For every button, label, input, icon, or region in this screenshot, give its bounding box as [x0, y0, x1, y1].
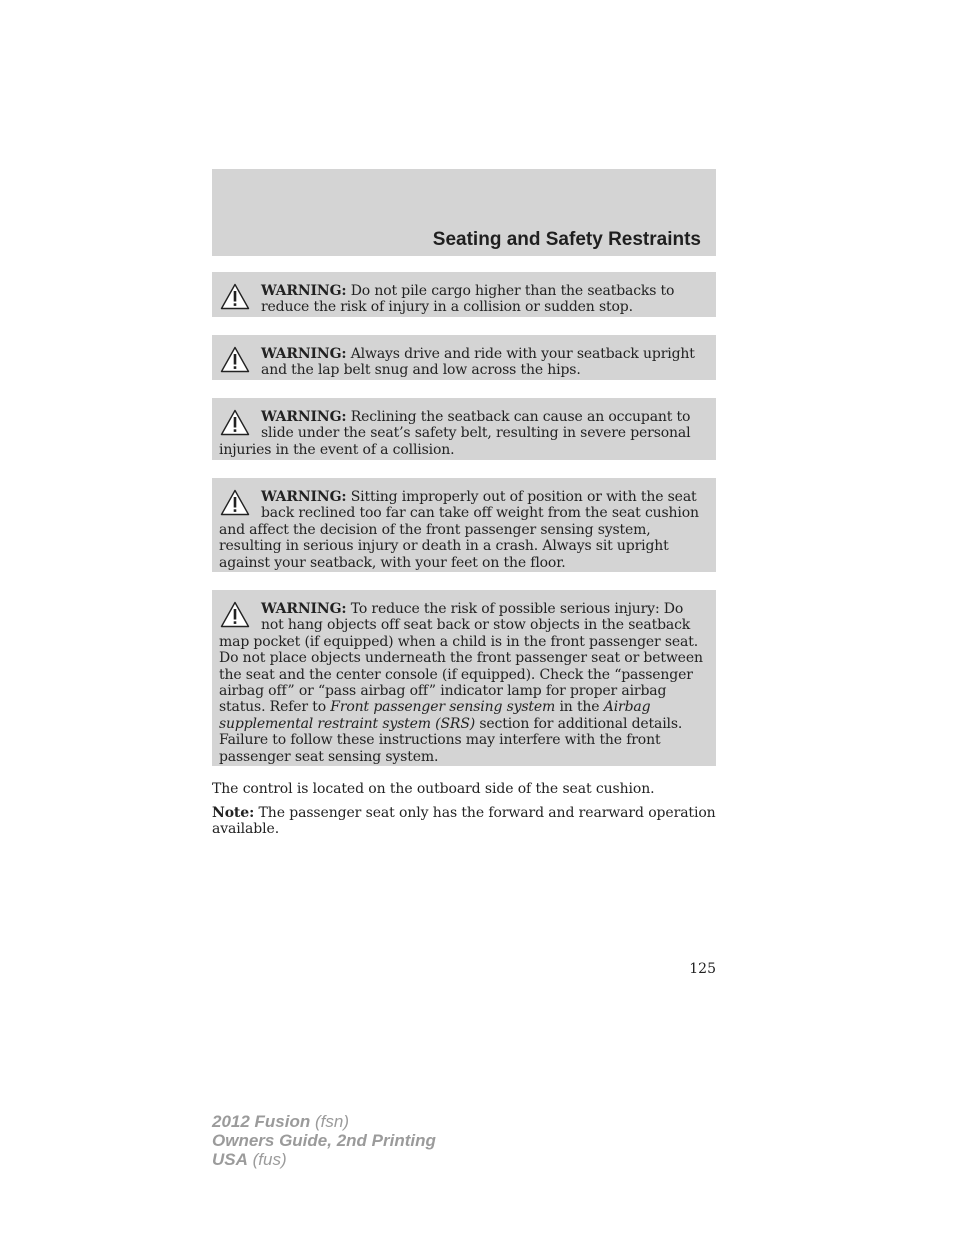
- warning-triangle-icon: [220, 489, 250, 516]
- warning-label: WARNING:: [261, 283, 347, 299]
- body-paragraph: The control is located on the outboard side of the seat cushion.: [212, 781, 655, 797]
- warning-box-5: [212, 590, 716, 766]
- reference-airbag-srs: Airbag supplemental restraint system (SRS): [219, 699, 651, 732]
- footer-line-2: Owners Guide, 2nd Printing: [212, 1131, 436, 1150]
- warning-text-end: section for additional details. Failure to follow these instructions may interfere with the front passenger seat sensing system.: [219, 715, 683, 765]
- note-label: Note:: [212, 805, 255, 821]
- warning-triangle-icon: [220, 601, 250, 628]
- warning-label: WARNING:: [261, 489, 347, 505]
- warning-label: WARNING:: [261, 409, 347, 425]
- section-title: Seating and Safety Restraints: [432, 229, 701, 250]
- note-paragraph: [212, 805, 716, 838]
- warning-triangle-icon: [220, 346, 250, 373]
- warning-box-4: [212, 478, 716, 572]
- footer-market-code: (fus): [252, 1150, 287, 1169]
- warning-text: Always drive and ride with your seatback upright and the lap belt snug and low across the hips.: [261, 346, 695, 379]
- footer-imprint: [212, 1112, 436, 1169]
- section-header: [212, 169, 716, 256]
- warning-label: WARNING:: [261, 346, 347, 362]
- warning-triangle-icon: [220, 409, 250, 436]
- footer-market: USA: [212, 1150, 248, 1169]
- warning-box-2: [212, 335, 716, 380]
- warning-label: WARNING:: [261, 601, 347, 617]
- footer-model-code: (fsn): [315, 1112, 349, 1131]
- warning-text: Reclining the seatback can cause an occupant to slide under the seat’s safety belt, resulting in severe personal injuries in the event of a collision.: [219, 409, 691, 458]
- note-text: The passenger seat only has the forward and rearward operation available.: [212, 805, 716, 838]
- footer-line-3: [212, 1150, 436, 1169]
- page-number: 125: [689, 961, 716, 977]
- warning-triangle-icon: [220, 283, 250, 310]
- footer-line-1: [212, 1112, 436, 1131]
- reference-front-passenger-sensing: Front passenger sensing system: [330, 699, 556, 716]
- warning-text: Do not pile cargo higher than the seatbacks to reduce the risk of injury in a collision or sudden stop.: [261, 283, 675, 316]
- warning-text: To reduce the risk of possible serious injury: Do not hang objects off seat back or stow objects in the seatback map pocket (if equipped) when a child is in the front passenger seat. Do not place objects underneath the front passenger seat or between the seat and the center console (if equipped). Check the “passenger airbag off” or “pass airbag off” indicator lamp for proper airbag status. Refer to: [219, 601, 703, 716]
- warning-text-connector: in the: [559, 699, 600, 716]
- warning-text: Sitting improperly out of position or with the seat back reclined too far can take off weight from the seat cushion and affect the decision of the front passenger sensing system, resulting in serious injury or death in a crash. Always sit upright against your seatback, with your feet on the floor.: [219, 489, 699, 571]
- footer-model: 2012 Fusion: [212, 1112, 311, 1131]
- warning-box-3: [212, 398, 716, 460]
- warning-box-1: [212, 272, 716, 317]
